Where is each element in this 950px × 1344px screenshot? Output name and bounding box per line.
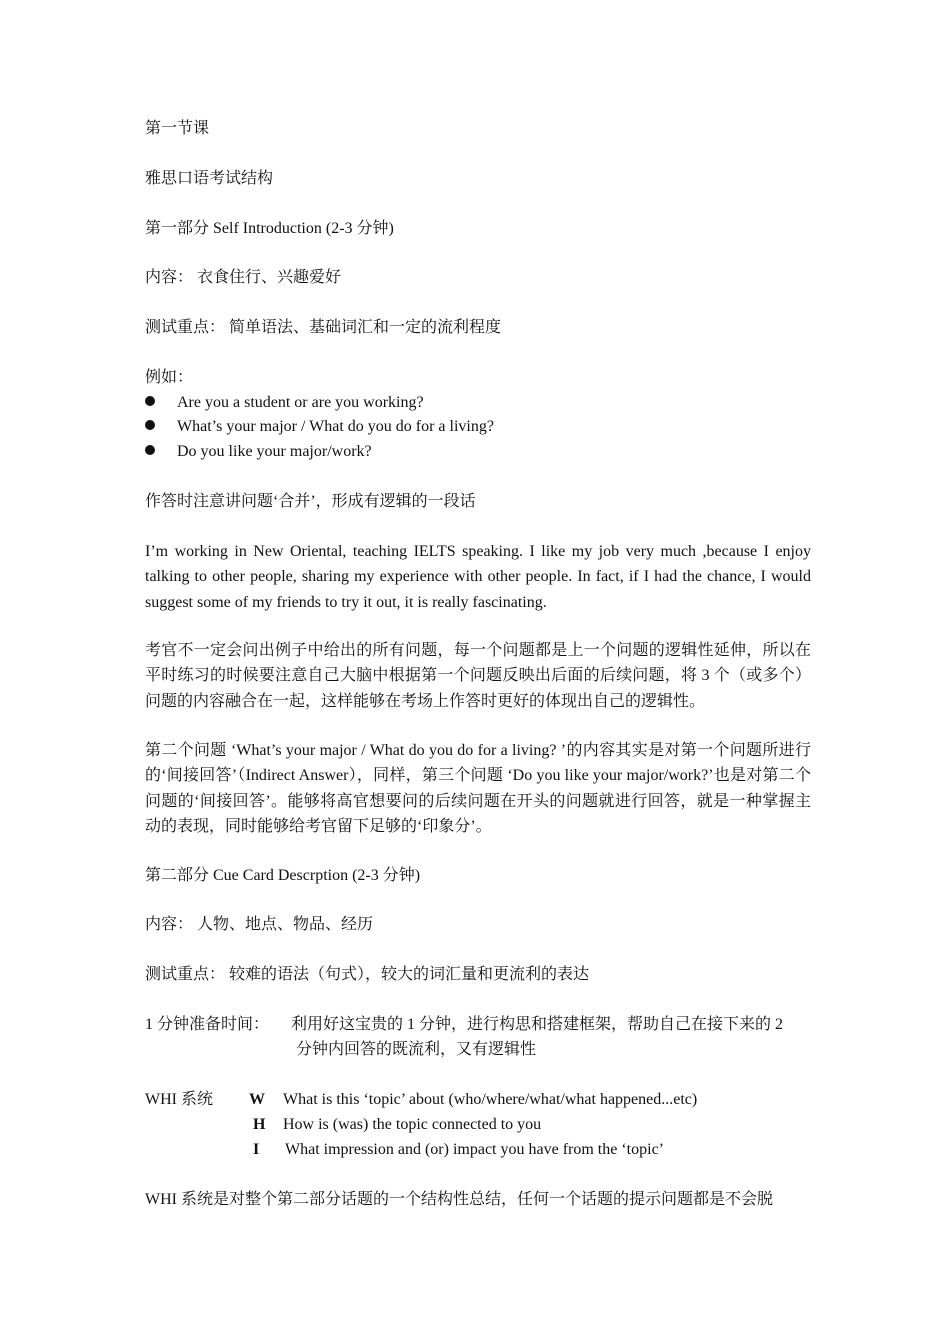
part1-content: 内容： 衣食住行、兴趣爱好 <box>145 269 342 286</box>
prep-text-line-1: 利用好这宝贵的 1 分钟，进行构思和搭建框架，帮助自己在接下来的 2 <box>291 1016 784 1033</box>
bullet-icon <box>145 420 155 430</box>
bullet-icon <box>145 396 155 406</box>
part2-title: 第二部分 Cue Card Descrption (2-3 分钟) <box>145 867 421 884</box>
part1-title: 第一部分 Self Introduction (2-3 分钟) <box>145 220 394 237</box>
bullet-icon <box>145 445 155 455</box>
whi-summary: WHI 系统是对整个第二部分话题的一个结构性总结，任何一个话题的提示问题都是不会脱 <box>145 1191 773 1208</box>
list-item: What’s your major / What do you do for a living? <box>145 414 494 439</box>
part1-tip: 作答时注意讲问题‘合并’，形成有逻辑的一段话 <box>145 493 476 510</box>
lesson-title: 第一节课 <box>145 120 210 137</box>
whi-item-h: H How is (was) the topic connected to you <box>253 1116 542 1133</box>
section-heading: 雅思口语考试结构 <box>145 170 274 187</box>
list-item: Do you like your major/work? <box>145 439 372 464</box>
part1-focus: 测试重点： 简单语法、基础词汇和一定的流利程度 <box>145 319 502 336</box>
part2-focus: 测试重点： 较难的语法（句式），较大的词汇量和更流利的表达 <box>145 966 590 983</box>
prep-text-line-2: 分钟内回答的既流利，又有逻辑性 <box>296 1041 537 1058</box>
part2-content: 内容： 人物、地点、物品、经历 <box>145 916 374 933</box>
sample-answer: I’m working in New Oriental, teaching IELTS speaking. I like my job very much ,because I enjoy talking to other people, sharing my experience with other people. In fact, if I had the chance, I would suggest some of my friends to try it out, it is really fascinating. <box>145 543 811 611</box>
example-label: 例如： <box>145 369 194 386</box>
whi-item-i: I What impression and (or) impact you have from the ‘topic’ <box>253 1141 664 1158</box>
part1-note-2: 第二个问题 ‘What’s your major / What do you do for a living? ’的内容其实是对第一个问题所进行的‘间接回答’（Indirect Answer），同样，第三个问题 ‘Do you like your major/work?’也是对第二个问题的‘间接回答’。能够将高官想要问的后续问题在开头的问题就进行回答，就是一种掌握主动的表现，同时能够给考官留下足够的‘印象分’。 <box>145 742 811 835</box>
part1-note-1: 考官不一定会问出例子中给出的所有问题，每一个问题都是上一个问题的逻辑性延伸，所以在平时练习的时候要注意自己大脑中根据第一个问题反映出后面的后续问题，将 3 个（或多个）问题的内容融合在一起，这样能够在考场上作答时更好的体现出自己的逻辑性。 <box>145 642 811 710</box>
whi-item-w: W What is this ‘topic’ about (who/where/what/what happened...etc) <box>249 1091 698 1108</box>
prep-label: 1 分钟准备时间： <box>145 1016 270 1033</box>
whi-label: WHI 系统 <box>145 1091 213 1108</box>
list-item: Are you a student or are you working? <box>145 390 424 415</box>
